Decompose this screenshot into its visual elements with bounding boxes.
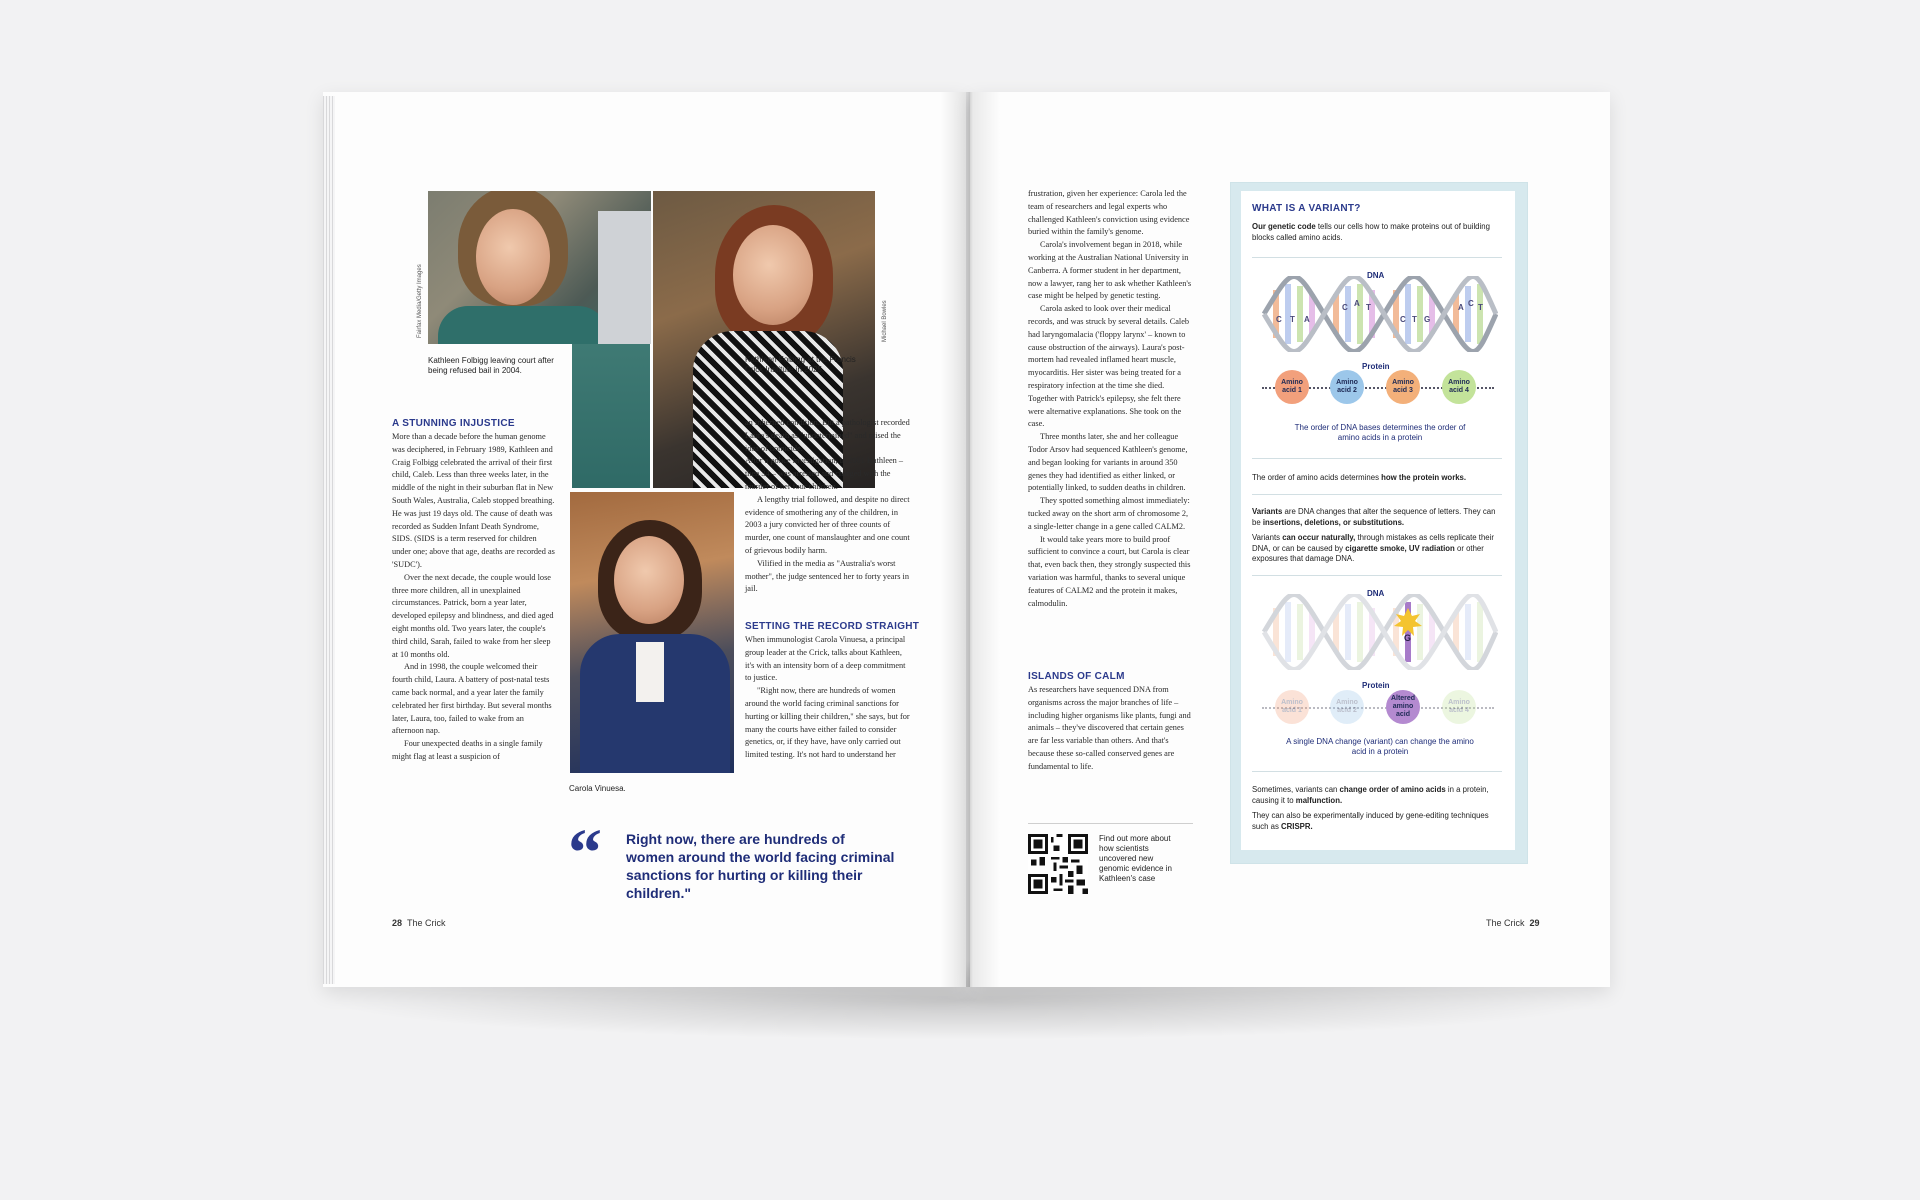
dna-base: T (1290, 315, 1295, 324)
amino-acid-2: Amino acid 2 (1330, 370, 1364, 404)
sidebar-divider (1252, 771, 1502, 772)
text: Sometimes, variants can (1252, 785, 1340, 794)
photo-caption: Kathleen Folbigg at the Francis Crick Institute in 2025. (745, 355, 856, 374)
page-edges (323, 96, 335, 984)
folio-left (392, 918, 446, 928)
text: in a protein, causing it to (1252, 785, 1489, 805)
sidebar-natural (1252, 533, 1502, 565)
paragraph: "Right now, there are hundreds of women around the world facing criminal sanctions for hurting or killing their children," she says, but for many the courts have either failed to consider genetics, or, if they have, have only carried out limited testing. It's not hard to understand her (745, 686, 910, 760)
text-bold: cigarette smoke, UV radiation (1345, 543, 1455, 553)
page-number: 29 (1529, 918, 1540, 928)
protein-label: Protein (1362, 362, 1390, 371)
divider (1028, 823, 1193, 824)
sidebar-intro (1252, 222, 1497, 243)
paragraph: They spotted something almost immediately: tucked away on the short arm of chromosome 2, a single-letter change in a gene called CALM2. (1028, 496, 1190, 531)
text: They can also be experimentally induced by gene-editing techniques such as (1252, 811, 1489, 831)
text-bold: how the protein works. (1381, 473, 1467, 482)
amino-acid-1: Amino acid 1 (1275, 690, 1309, 724)
intro-text: tells our cells how to make proteins out of building blocks called amino acids. (1252, 222, 1490, 242)
photo-credit: Michael Bowles (882, 300, 888, 342)
photo-kathleen-court-lower (572, 344, 650, 488)
paragraph: When immunologist Carola Vinuesa, a principal group leader at the Crick, talks about Kathleen, it's with an intensity born of a deep commitment to justice. (745, 635, 906, 683)
dna-base: T (1478, 303, 1483, 312)
paragraph: After a police investigation, in 2001 Kathleen – then 34 – was arrested and charged with the murder of her four children. (745, 456, 904, 491)
paragraph: It would take years more to build proof sufficient to convince a court, but Carola is clear that, even back then, they strongly suspected this variation was harmful, thanks to several unique features of CALM2 and the protein it makes, calmodulin. (1028, 534, 1191, 608)
photo-carola-vinuesa (570, 492, 734, 773)
text: The order of amino acids determines (1252, 473, 1382, 482)
diagram-caption: The order of DNA bases determines the order of amino acids in a protein (1294, 423, 1466, 442)
text: or other exposures that damage DNA. (1252, 543, 1484, 563)
magazine-title: The Crick (1486, 918, 1525, 928)
paragraph: Three months later, she and her colleague Todor Arsov had sequenced Kathleen's genome, and began looking for variants in around 350 genes they had identified as either linked, or potentially linked, to sudden deaths in children. (1028, 432, 1188, 493)
photo-kathleen-court (428, 191, 651, 344)
face-shape (614, 536, 684, 624)
pull-quote: Right now, there are hundreds of women around the world facing criminal sanctions for hurting or killing their children." (626, 831, 895, 901)
photo-caption: Kathleen Folbigg leaving court after being refused bail in 2004. (428, 356, 554, 375)
sidebar-title: WHAT IS A VARIANT? (1252, 203, 1361, 214)
paragraph: Over the next decade, the couple would lose three more children, all in unexplained circumstances. Patrick, born a year later, developed epilepsy and blindness, and died aged eight months old. Two years later, the couple's third child, Sarah, failed to wake from her sleep at 10 months old. (392, 572, 554, 659)
protein-label: Protein (1362, 681, 1390, 690)
text-bold: malfunction. (1295, 795, 1343, 805)
dna-helix-diagram (1262, 276, 1498, 352)
spine-gutter (940, 92, 1000, 987)
text-bold: change order of amino acids (1339, 785, 1446, 794)
text: through mistakes as cells replicate their DNA, or can be caused by (1252, 533, 1494, 553)
paragraph: Carola asked to look over their medical records, and was struck by several details. Caleb had laryngomalacia ('floppy larynx' – known to cause obstruction of the airways). Laura's post-mortem had revealed inflamed heart muscle, myocarditis. Her sister was being treated for a respiratory infection at the time she died. Together with Patrick's epilepsy, she felt there were alternative explanations. She took on the case. (1028, 304, 1190, 429)
paragraph: Four unexpected deaths in a single family might flag at least a suspicion of (392, 739, 543, 761)
sidebar-line (1252, 473, 1502, 484)
altered-amino-acid: Altered amino acid (1386, 690, 1420, 724)
quote-mark-icon: “ (568, 814, 602, 890)
body-column-2 (745, 417, 913, 596)
background-figure (598, 211, 651, 344)
sidebar-crispr (1252, 811, 1502, 832)
body-column-3b (1028, 684, 1193, 774)
folio-right (1486, 918, 1540, 928)
page-number: 28 (392, 918, 403, 928)
dna-base: T (1366, 303, 1371, 312)
shirt-shape (636, 642, 664, 702)
sidebar-divider (1252, 494, 1502, 495)
dna-label: DNA (1367, 589, 1385, 598)
magazine-title: The Crick (407, 918, 446, 928)
amino-acid-1: Amino acid 1 (1275, 370, 1309, 404)
section-heading: SETTING THE RECORD STRAIGHT (745, 621, 920, 632)
qr-caption: Find out more about how scientists uncovered new genomic evidence in Kathleen's case (1099, 834, 1172, 883)
sidebar-divider (1252, 458, 1502, 459)
text: Variants (1252, 533, 1283, 542)
dna-label: DNA (1367, 271, 1385, 280)
body-column-3 (1028, 188, 1193, 610)
paragraph: More than a decade before the human genome was deciphered, in February 1989, Kathleen and Craig Folbigg celebrated the arrival of their first child, Caleb. Less than three weeks later, in the middle of the night in their suburban flat in New South Wales, Australia, Caleb stopped breathing. He was just 19 days old. The cause of death was recorded as Sudden Infant Death Syndrome, SIDS. (SIDS is a term reserved for children under one; above that age, deaths are recorded as 'SUDC'). (392, 432, 555, 569)
dna-variant-diagram (1262, 594, 1498, 670)
amino-acid-4: Amino acid 4 (1442, 690, 1476, 724)
clothing-shape (438, 306, 608, 344)
intro-bold: Our genetic code (1252, 222, 1316, 231)
text-bold: insertions, deletions, or substitutions. (1262, 517, 1405, 527)
sidebar-sometimes (1252, 785, 1502, 806)
body-column-1 (392, 431, 555, 764)
amino-acid-2: Amino acid 2 (1330, 690, 1364, 724)
dna-base: C (1400, 315, 1406, 324)
paragraph: A lengthy trial followed, and despite no direct evidence of smothering any of the children, in 2003 a jury convicted her of three counts of murder, one count of manslaughter and one count of grievous bodily harm. (745, 494, 910, 555)
paragraph: an inherited condition. But a pathologist recorded Laura's death as "undetermined" and raised the idea of homicide. (745, 418, 910, 453)
section-heading: ISLANDS OF CALM (1028, 671, 1125, 682)
text: are DNA changes that alter the sequence of letters. They can be (1252, 507, 1496, 527)
paragraph: Carola's involvement began in 2018, while working at the Australian National University in Canberra. A former student in her department, now a lawyer, rang her to ask whether Kathleen's case might be helped by genetic testing. (1028, 240, 1192, 301)
face-shape (733, 225, 813, 325)
dna-base: A (1354, 299, 1360, 308)
amino-acid-3: Amino acid 3 (1386, 370, 1420, 404)
altered-base: G (1404, 633, 1412, 643)
qr-code-icon[interactable] (1028, 834, 1088, 894)
dna-base: A (1458, 303, 1464, 312)
sidebar-divider (1252, 257, 1502, 258)
paragraph: Vilified in the media as "Australia's worst mother", the judge sentenced her to forty years in jail. (745, 558, 909, 594)
sidebar-variants (1252, 507, 1502, 528)
dna-base: G (1424, 315, 1431, 324)
sidebar-divider (1252, 575, 1502, 576)
dna-base: A (1304, 315, 1310, 324)
dna-base: C (1276, 315, 1282, 324)
amino-acid-4: Amino acid 4 (1442, 370, 1476, 404)
dna-base: C (1468, 299, 1474, 308)
face-shape (476, 209, 550, 305)
text-bold: can occur naturally, (1282, 533, 1356, 542)
paragraph: And in 1998, the couple welcomed their fourth child, Laura. A battery of post-natal tests came back normal, and a year later the family celebrated her first birthday. But several months later, Laura, too, failed to wake from an afternoon nap. (392, 662, 552, 736)
paragraph: As researchers have sequenced DNA from organisms across the major branches of life – including higher organisms like plants, fungi and animals – they've discovered that certain genes are far less variable than others. And that's because these so-called conserved genes are fundamental to life. (1028, 685, 1191, 771)
text-bold: CRISPR. (1281, 821, 1313, 831)
dna-base: T (1412, 315, 1417, 324)
dna-base: C (1342, 303, 1348, 312)
body-column-2b (745, 634, 913, 762)
diagram-caption: A single DNA change (variant) can change the amino acid in a protein (1286, 737, 1474, 756)
photo-credit: Fairfax Media/Getty Images (417, 264, 423, 338)
paragraph: frustration, given her experience: Carola led the team of researchers and legal experts who challenged Kathleen's conviction using evidence buried within the family's genome. (1028, 189, 1190, 237)
photo-caption: Carola Vinuesa. (569, 784, 626, 793)
section-heading: A STUNNING INJUSTICE (392, 418, 515, 429)
text-bold: Variants (1252, 507, 1283, 516)
